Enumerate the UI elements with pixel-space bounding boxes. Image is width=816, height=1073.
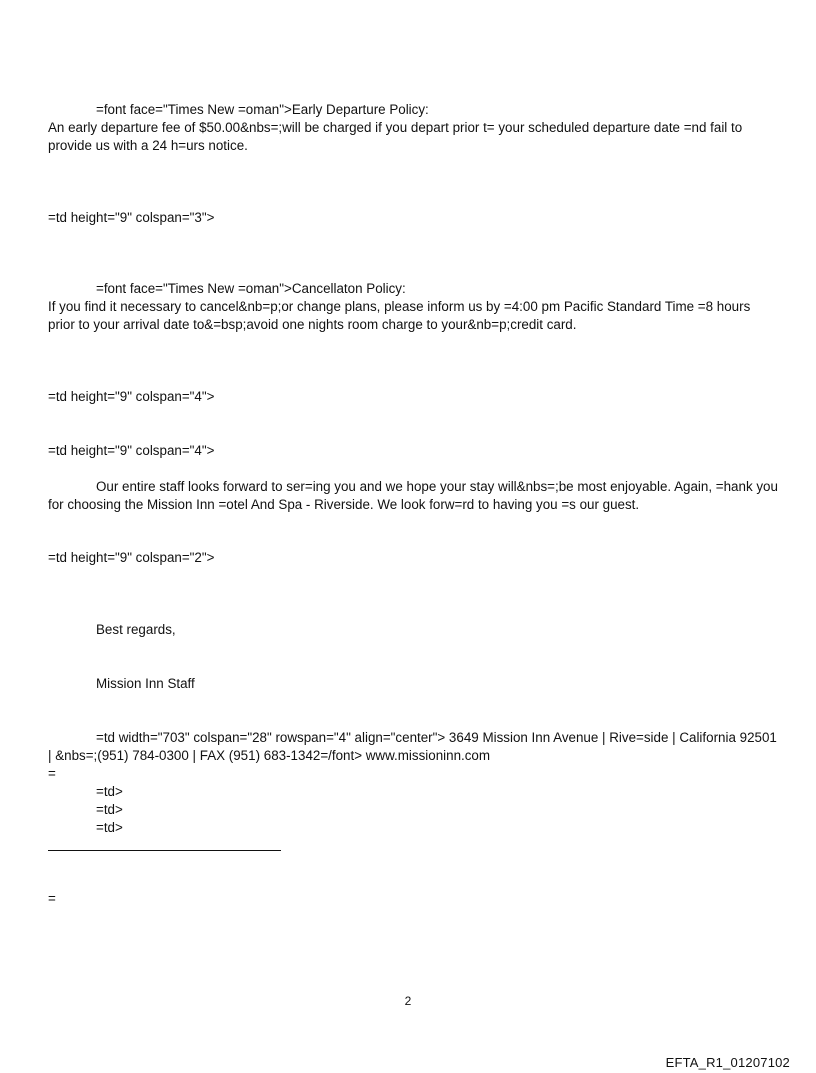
td-line-colspan-2: =td height="9" colspan="2"> (48, 550, 215, 565)
equals-line-2: = (48, 891, 56, 906)
td-line-colspan-4-b: =td height="9" colspan="4"> (48, 443, 215, 458)
cancellation-heading: =font face="Times New =oman">Cancellaton Policy: (96, 281, 406, 296)
regards-text: Best regards, (96, 622, 176, 637)
td-close-line: =td> (96, 784, 123, 799)
closing-paragraph: Our entire staff looks forward to ser=ing you and we hope your stay will&nbs=;be most enjoyable. Again, =hank you for choosing the Mission Inn =otel And Spa - Riverside. We look forw=rd to having you =s our guest. (48, 479, 778, 512)
td-line-colspan-4-a: =td height="9" colspan="4"> (48, 389, 215, 404)
td-close-line: =td> (96, 820, 123, 835)
horizontal-divider (48, 850, 281, 851)
equals-line-1: = (48, 766, 56, 781)
address-block: =td width="703" colspan="28" rowspan="4" align="center"> 3649 Mission Inn Avenue | Rive=side | California 92501 | &nbs=;(951) 784-0300 | FAX (951) 683-1342=/font> www.missioninn.com (48, 730, 777, 763)
document-id: EFTA_R1_01207102 (665, 1055, 790, 1070)
signature-text: Mission Inn Staff (96, 676, 195, 691)
early-departure-heading: =font face="Times New =oman">Early Departure Policy: (96, 102, 429, 117)
page-number: 2 (404, 994, 412, 1008)
td-line-colspan-3: =td height="9" colspan="3"> (48, 210, 215, 225)
cancellation-body: If you find it necessary to cancel&nb=p;or change plans, please inform us by =4:00 pm Pacific Standard Time =8 hours prior to your arrival date to&=bsp;avoid one nights room charge to your&nb=p;credit card. (48, 299, 751, 332)
td-close-line: =td> (96, 802, 123, 817)
early-departure-body: An early departure fee of $50.00&nbs=;will be charged if you depart prior t= your scheduled departure date =nd fail to provide us with a 24 h=urs notice. (48, 120, 743, 153)
